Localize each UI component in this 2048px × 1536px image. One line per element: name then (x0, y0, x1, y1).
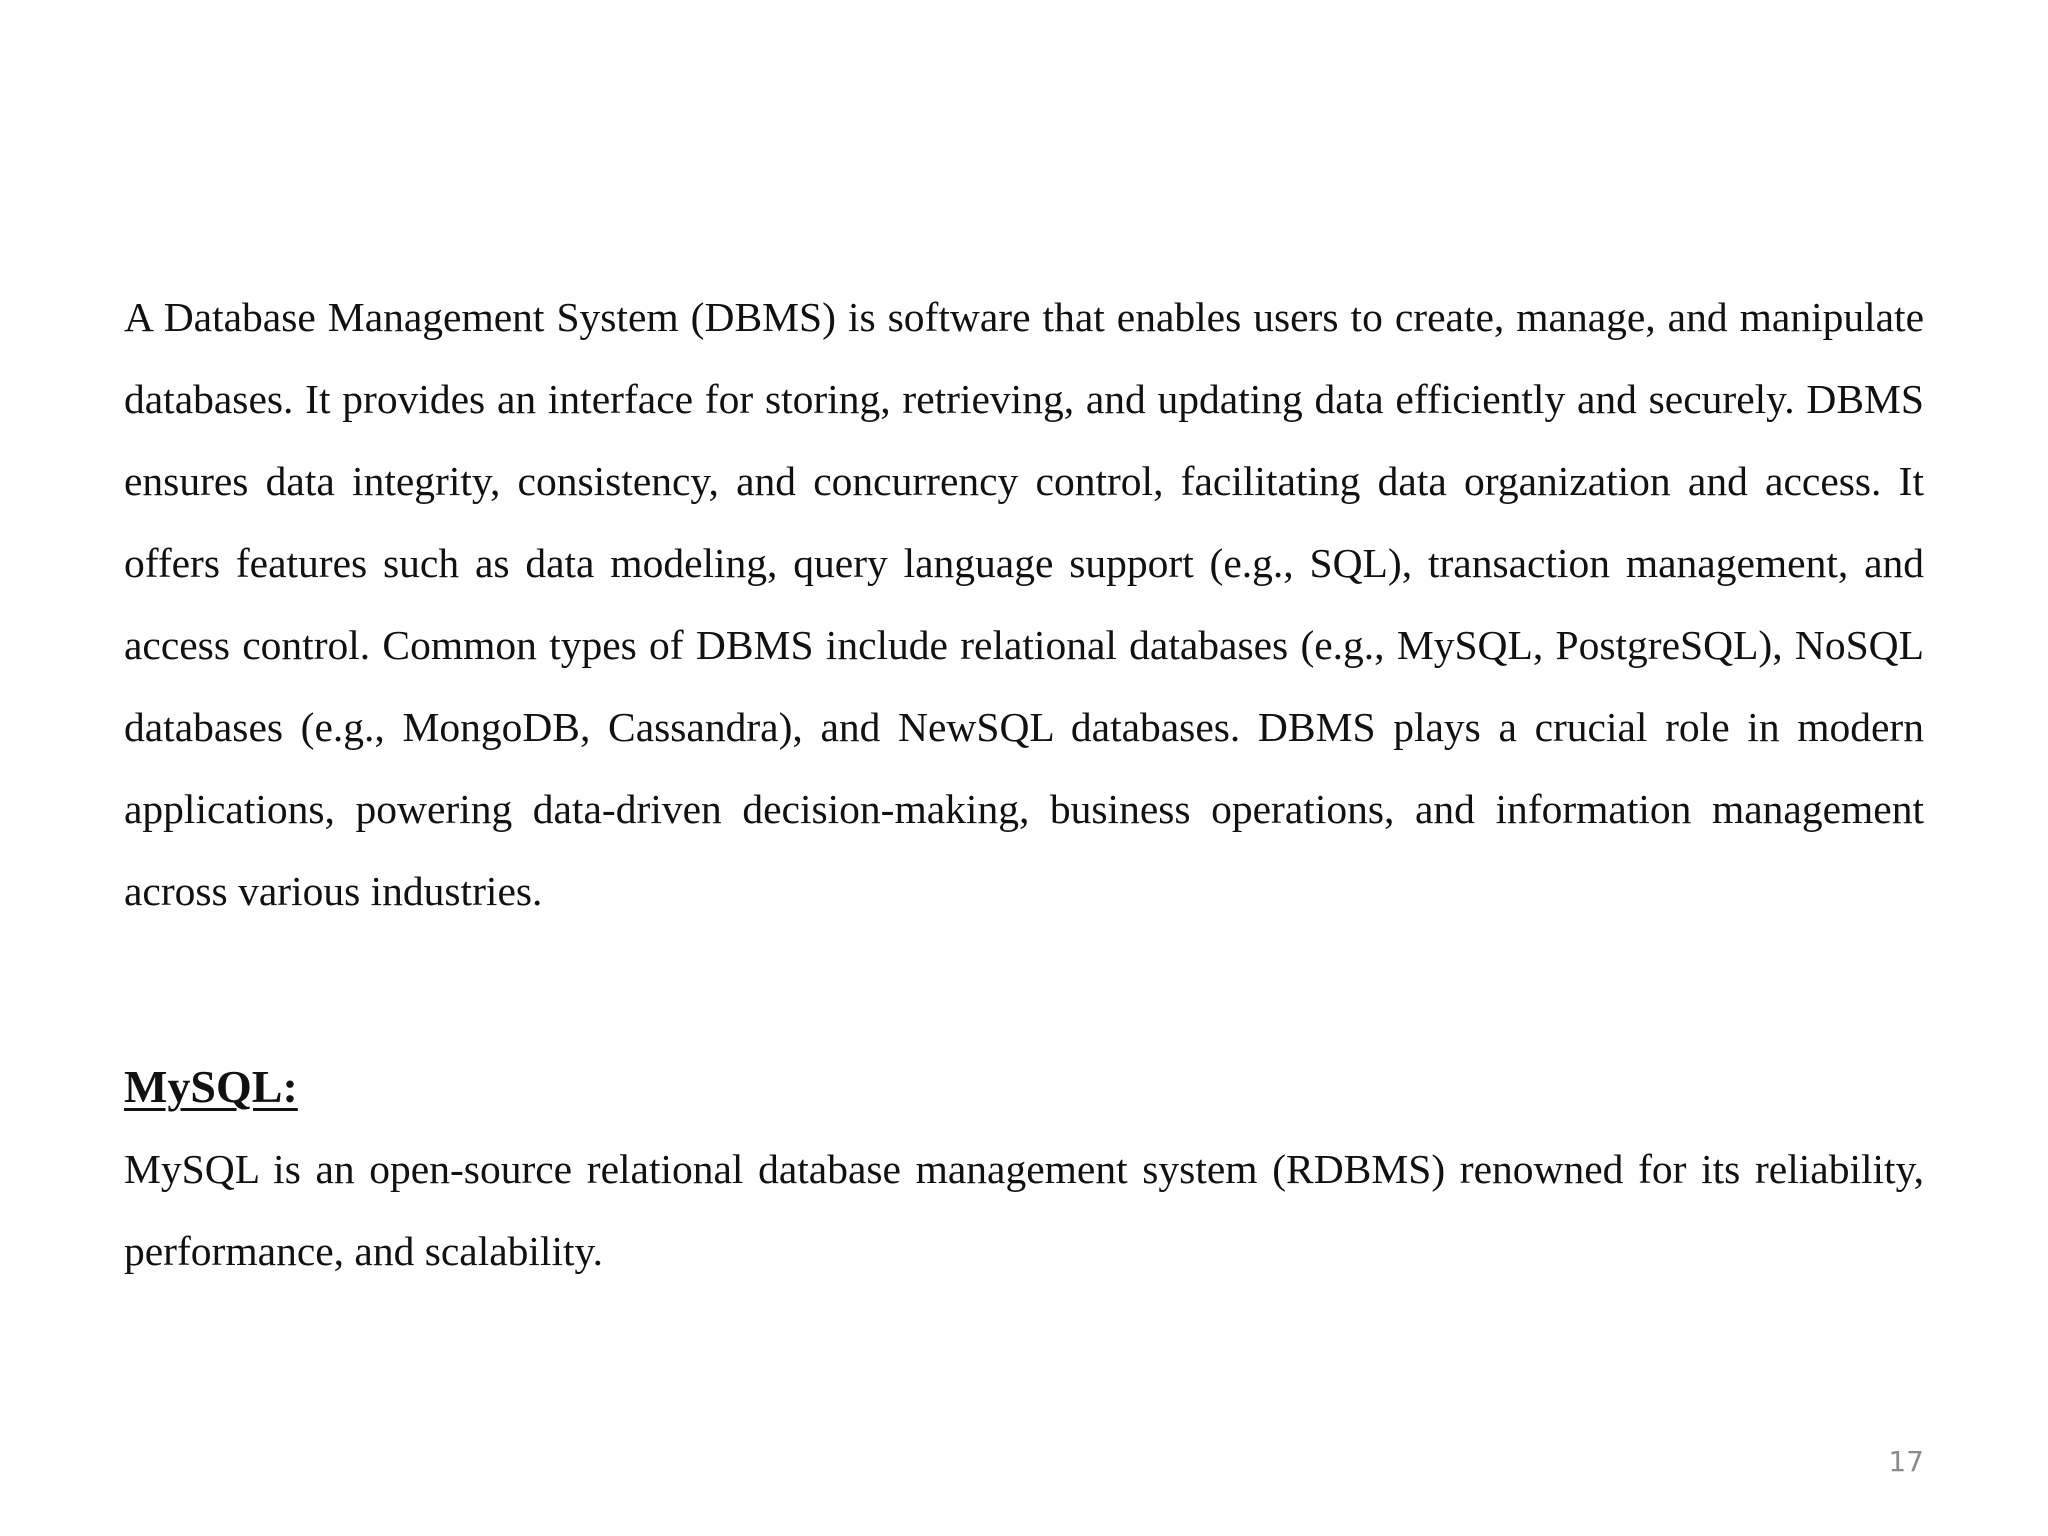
page-content (124, 276, 1924, 1292)
section-heading-mysql: MySQL: (124, 1061, 298, 1112)
page-number: 17 (1888, 1445, 1924, 1478)
mysql-paragraph: MySQL is an open-source relational database management system (RDBMS) renowned for its reliability, performance, and scalability. (124, 1146, 1924, 1274)
intro-paragraph: A Database Management System (DBMS) is software that enables users to create, manage, and manipulate databases. It provides an interface for storing, retrieving, and updating data efficiently and securely. DBMS ensures data integrity, consistency, and concurrency control, facilitating data organization and access. It offers features such as data modeling, query language support (e.g., SQL), transaction management, and access control. Common types of DBMS include relational databases (e.g., MySQL, PostgreSQL), NoSQL databases (e.g., MongoDB, Cassandra), and NewSQL databases. DBMS plays a crucial role in modern applications, powering data-driven decision-making, business operations, and information management across various industries. (124, 294, 1924, 914)
